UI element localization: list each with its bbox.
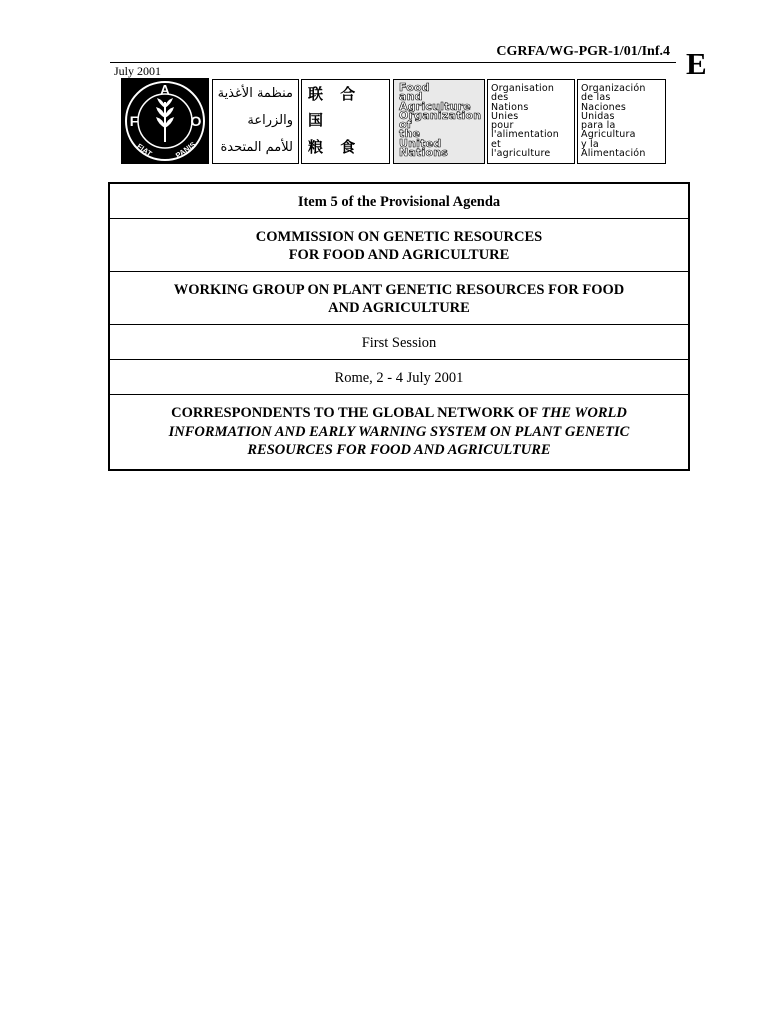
commission-line: COMMISSION ON GENETIC RESOURCES <box>255 229 543 245</box>
org-name-english-line: Organization <box>399 108 482 122</box>
session-label: First Session <box>361 335 437 351</box>
org-name-english-line: Agriculture <box>399 99 471 113</box>
agenda-table <box>108 182 690 471</box>
org-name-english-line: of <box>399 118 412 132</box>
org-name-spanish-line: de las <box>581 92 611 104</box>
working-group-row <box>110 272 688 325</box>
header-rule <box>110 62 676 63</box>
session-row <box>110 325 688 360</box>
org-name-french <box>487 79 575 164</box>
document-title-regular: CORRESPONDENTS TO THE GLOBAL NETWORK OF <box>171 405 542 421</box>
document-title-line <box>110 404 688 423</box>
org-name-spanish-line: Naciones <box>581 101 627 113</box>
logo-motto-left: FIAT <box>135 141 154 159</box>
org-name-french-line: pour <box>491 120 514 132</box>
org-name-spanish-line: Agricultura <box>581 129 636 141</box>
commission-line: FOR FOOD AND AGRICULTURE <box>288 247 510 263</box>
venue-row <box>110 360 688 395</box>
org-name-spanish-line: y la <box>581 138 599 150</box>
logo-letter-f: F <box>129 113 139 129</box>
logo-letter-o: O <box>190 113 202 129</box>
org-name-english-line: the <box>399 127 421 141</box>
org-name-chinese-line: 粮 食 <box>308 138 362 156</box>
org-name-spanish <box>577 79 666 164</box>
org-name-french-line: l'alimentation <box>491 129 560 141</box>
document-title-italic: THE WORLD <box>541 405 627 421</box>
org-name-arabic-line: منظمة الأغذية <box>217 86 293 101</box>
fao-logo <box>121 78 209 164</box>
org-name-french-line: l'agriculture <box>491 148 551 160</box>
org-name-spanish-line: para la <box>581 120 616 132</box>
document-title-line: INFORMATION AND EARLY WARNING SYSTEM ON PLANT GENETIC <box>168 423 630 440</box>
document-title-row <box>110 395 688 469</box>
agenda-item: Item 5 of the Provisional Agenda <box>297 194 501 210</box>
org-name-arabic <box>212 79 299 164</box>
org-name-chinese-line: 联 合 国 <box>308 85 362 129</box>
org-name-english <box>393 79 485 164</box>
document-date: July 2001 <box>114 64 162 78</box>
venue-label: Rome, 2 - 4 July 2001 <box>334 370 464 386</box>
org-name-chinese <box>301 79 390 164</box>
document-code: CGRFA/WG-PGR-1/01/Inf.4 <box>496 44 670 59</box>
org-name-arabic-line: والزراعة <box>247 113 293 128</box>
org-name-spanish-line: Unidas <box>581 110 615 122</box>
language-letter: E <box>686 46 707 81</box>
org-name-english-line: and <box>399 90 423 104</box>
org-name-arabic-line: للأمم المتحدة <box>220 140 293 155</box>
logo-letter-a: A <box>160 82 170 97</box>
document-title-line: RESOURCES FOR FOOD AND AGRICULTURE <box>247 442 551 458</box>
org-name-french-line: Organisation <box>491 83 555 94</box>
org-name-french-line: Unies <box>491 110 519 122</box>
org-name-spanish-line: Organización <box>581 83 646 94</box>
fao-emblem-icon <box>121 78 209 164</box>
org-name-french-line: des <box>491 92 509 104</box>
agenda-item-row <box>110 184 688 219</box>
working-group-line: AND AGRICULTURE <box>328 300 470 316</box>
org-name-french-line: et <box>491 138 501 150</box>
working-group-line: WORKING GROUP ON PLANT GENETIC RESOURCES FOR FOOD <box>173 282 625 298</box>
org-name-english-line: Food <box>399 81 430 94</box>
org-name-spanish-line: Alimentación <box>581 148 646 160</box>
commission-row <box>110 219 688 272</box>
org-name-english-line: Nations <box>399 146 448 160</box>
org-name-french-line: Nations <box>491 101 529 113</box>
logo-motto-right: PANIS <box>173 139 198 161</box>
org-name-english-line: United <box>399 136 442 150</box>
